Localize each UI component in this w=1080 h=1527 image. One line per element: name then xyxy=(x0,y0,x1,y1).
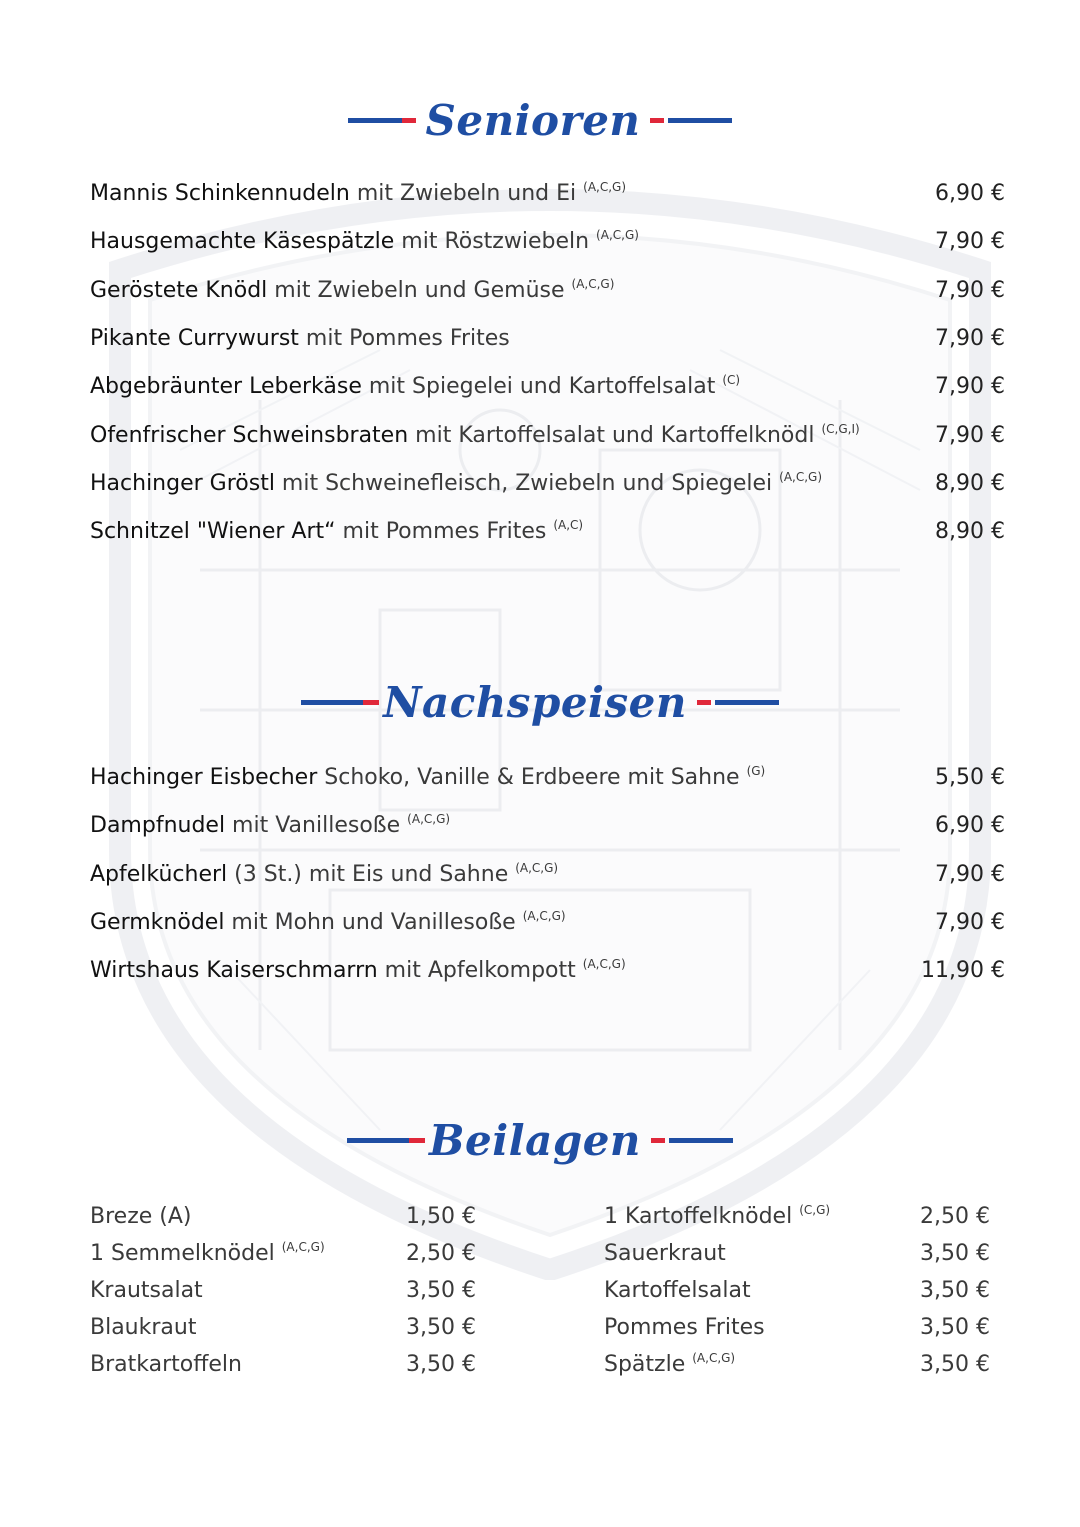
allergen-codes: (A,C) xyxy=(553,518,584,533)
section-header-nachspeisen xyxy=(0,678,1080,727)
dish-description: mit Kartoffelsalat und Kartoffelknödl xyxy=(408,422,822,448)
dish-price: 8,90 € xyxy=(935,519,1005,545)
allergen-codes: (A,C,G) xyxy=(515,860,559,875)
menu-item xyxy=(90,422,1005,448)
menu-item xyxy=(90,470,1005,496)
side-dish-item xyxy=(90,1277,476,1303)
dish-price: 7,90 € xyxy=(935,325,1005,351)
side-dish-label xyxy=(90,1351,242,1377)
side-dish-item xyxy=(90,1240,476,1266)
side-dish-item xyxy=(90,1314,476,1340)
menu-item xyxy=(90,277,1005,303)
menu-item-label xyxy=(90,422,860,448)
menu-item-label xyxy=(90,518,583,544)
side-dish-name: 1 Kartoffelknödel xyxy=(604,1204,800,1229)
side-dish-name: 1 Semmelknödel xyxy=(90,1241,282,1266)
dish-description: mit Schweinefleisch, Zwiebeln und Spiegelei xyxy=(274,470,780,496)
menu-item xyxy=(90,373,1005,399)
side-dish-label xyxy=(90,1203,191,1229)
title-decoration-left xyxy=(301,700,379,706)
menu-item-label xyxy=(90,861,558,887)
menu-item-label xyxy=(90,180,626,206)
menu-item xyxy=(90,861,1005,887)
dish-description: mit Zwiebeln und Ei xyxy=(349,181,584,206)
allergen-codes: (C,G) xyxy=(799,1203,831,1217)
dish-price: 7,90 € xyxy=(935,861,1005,887)
allergen-codes: (C) xyxy=(722,373,741,388)
menu-item-label xyxy=(90,325,510,351)
allergen-codes: (A,C,G) xyxy=(522,908,566,923)
side-dish-label xyxy=(604,1240,726,1266)
menu-item xyxy=(90,957,1005,983)
side-dish-label xyxy=(604,1351,735,1377)
side-dish-name: Pommes Frites xyxy=(604,1315,765,1340)
allergen-codes: (A,C,G) xyxy=(779,469,823,484)
side-dish-name: Krautsalat xyxy=(90,1278,203,1303)
allergen-codes: (A,C,G) xyxy=(407,812,451,827)
allergen-codes: (A,C,G) xyxy=(596,228,639,243)
menu-item xyxy=(90,812,1005,838)
dish-description: Schoko, Vanille & Erdbeere mit Sahne xyxy=(317,765,747,790)
menu-item-label xyxy=(90,470,822,496)
menu-item xyxy=(90,180,1005,206)
menu-item-label xyxy=(90,909,566,935)
side-dish-name: Blaukraut xyxy=(90,1315,197,1340)
menu-item-label xyxy=(90,957,626,983)
side-dish-label xyxy=(90,1240,325,1266)
allergen-codes: (A,C,G) xyxy=(583,180,627,194)
dish-price: 7,90 € xyxy=(935,909,1005,935)
allergen-codes: (A,C,G) xyxy=(582,957,626,972)
side-dish-item xyxy=(604,1314,990,1340)
title-decoration-right xyxy=(697,700,779,706)
title-decoration-left xyxy=(347,1138,425,1144)
dish-name: Mannis Schinkennudeln xyxy=(90,181,350,206)
title-decoration-right xyxy=(651,1138,733,1144)
section-title: Senioren xyxy=(425,96,641,145)
side-dish-label xyxy=(604,1314,765,1340)
dish-description: mit Pommes Frites xyxy=(335,519,554,545)
dish-price: 7,90 € xyxy=(935,422,1005,448)
allergen-codes: (C,G,I) xyxy=(821,421,860,436)
dish-description: mit Röstzwiebeln xyxy=(394,229,597,255)
dish-name: Abgebräunter Leberkäse xyxy=(90,374,362,400)
side-dish-item xyxy=(604,1351,990,1377)
side-dish-name: Sauerkraut xyxy=(604,1241,726,1266)
side-dish-price: 3,50 € xyxy=(406,1315,476,1340)
allergen-codes: (A,C,G) xyxy=(281,1240,325,1254)
side-dish-label xyxy=(604,1277,751,1303)
side-dish-name: Kartoffelsalat xyxy=(604,1278,751,1303)
allergen-codes: (A,C,G) xyxy=(692,1351,736,1365)
dish-name: Hachinger Eisbecher xyxy=(90,765,318,790)
side-dish-name: Breze (A) xyxy=(90,1204,192,1229)
dish-description: mit Apfelkompott xyxy=(377,958,583,984)
menu-item xyxy=(90,518,1005,544)
dish-price: 8,90 € xyxy=(935,470,1005,496)
menu-item-label xyxy=(90,228,639,254)
dish-price: 5,50 € xyxy=(935,765,1005,790)
side-dish-label xyxy=(90,1314,196,1340)
dish-price: 11,90 € xyxy=(921,958,1005,984)
dish-description: mit Zwiebeln und Gemüse xyxy=(267,277,572,303)
side-dish-price: 3,50 € xyxy=(920,1278,990,1303)
section-title: Beilagen xyxy=(429,1116,641,1165)
side-dish-price: 3,50 € xyxy=(920,1241,990,1266)
title-decoration-left xyxy=(348,118,416,124)
dish-name: Dampfnudel xyxy=(90,813,226,839)
side-dish-price: 1,50 € xyxy=(406,1204,476,1229)
menu-item-label xyxy=(90,764,765,790)
side-dish-name: Bratkartoffeln xyxy=(90,1352,242,1377)
side-dish-item xyxy=(604,1203,990,1229)
menu-item xyxy=(90,909,1005,935)
side-dish-item xyxy=(604,1277,990,1303)
menu-item xyxy=(90,764,1005,790)
side-dish-item xyxy=(90,1351,476,1377)
title-decoration-right xyxy=(650,118,732,124)
side-dish-item xyxy=(604,1240,990,1266)
side-dish-item xyxy=(90,1203,476,1229)
section-title: Nachspeisen xyxy=(383,678,687,727)
dish-description: mit Vanillesoße xyxy=(225,813,408,839)
dish-name: Apfelkücherl xyxy=(90,861,228,887)
allergen-codes: (A,C,G) xyxy=(571,276,615,291)
dish-name: Wirtshaus Kaiserschmarrn xyxy=(90,958,378,984)
side-dish-price: 3,50 € xyxy=(920,1352,990,1377)
section-header-senioren xyxy=(0,96,1080,145)
dish-price: 6,90 € xyxy=(935,181,1005,206)
dish-name: Geröstete Knödl xyxy=(90,277,268,303)
side-dish-price: 2,50 € xyxy=(920,1204,990,1229)
dish-name: Schnitzel "Wiener Art“ xyxy=(90,519,336,545)
dish-name: Hachinger Gröstl xyxy=(90,470,275,496)
menu-item xyxy=(90,325,1005,351)
side-dish-label xyxy=(90,1277,203,1303)
side-dish-name: Spätzle xyxy=(604,1352,693,1377)
menu-item xyxy=(90,228,1005,254)
dish-price: 7,90 € xyxy=(935,229,1005,255)
dish-price: 7,90 € xyxy=(935,277,1005,303)
menu-item-label xyxy=(90,277,614,303)
dish-name: Hausgemachte Käsespätzle xyxy=(90,229,395,255)
dish-price: 7,90 € xyxy=(935,374,1005,400)
dish-price: 6,90 € xyxy=(935,813,1005,839)
menu-item-label xyxy=(90,373,740,399)
side-dish-price: 3,50 € xyxy=(406,1278,476,1303)
side-dish-price: 3,50 € xyxy=(920,1315,990,1340)
dish-description: (3 St.) mit Eis und Sahne xyxy=(227,861,516,887)
dish-name: Pikante Currywurst xyxy=(90,325,299,351)
dish-name: Germknödel xyxy=(90,909,225,935)
side-dish-label xyxy=(604,1203,830,1229)
menu-item-label xyxy=(90,812,450,838)
dish-description: mit Pommes Frites xyxy=(298,325,510,351)
section-header-beilagen xyxy=(0,1116,1080,1165)
side-dish-price: 2,50 € xyxy=(406,1241,476,1266)
dish-description: mit Mohn und Vanillesoße xyxy=(224,909,523,935)
allergen-codes: (G) xyxy=(746,764,766,778)
dish-description: mit Spiegelei und Kartoffelsalat xyxy=(361,374,723,400)
dish-name: Ofenfrischer Schweinsbraten xyxy=(90,422,409,448)
side-dish-price: 3,50 € xyxy=(406,1352,476,1377)
